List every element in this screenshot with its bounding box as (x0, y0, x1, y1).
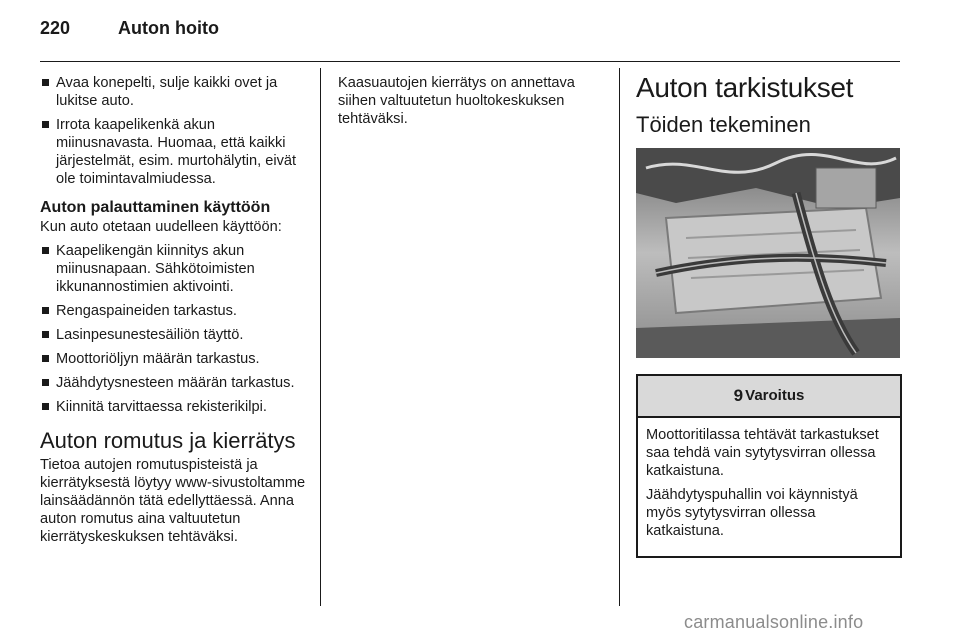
warning-icon: 9 (733, 386, 744, 405)
restore-heading: Auton palauttaminen käyttöön (40, 199, 271, 216)
warning-body (638, 418, 900, 556)
section-heading: Auton tarkistukset (636, 72, 854, 103)
column-divider-2 (619, 68, 620, 606)
engine-bay-illustration (636, 148, 900, 358)
list-item: Jäähdytysnesteen määrän tarkastus. (40, 374, 308, 392)
warning-paragraph: Moottoritilassa tehtävät tarkastukset saa tehdä vain sytytysvirran ollessa katkaistuna. (646, 427, 879, 479)
scrapping-heading: Auton romutus ja kierrätys (40, 428, 296, 453)
storage-steps-list (40, 74, 308, 188)
warning-box (636, 374, 902, 558)
warning-title: Varoitus (745, 387, 805, 404)
warning-paragraph: Jäähdytyspuhallin voi käynnistyä myös sytytysvirran ollessa katkaistuna. (646, 487, 858, 539)
header-rule (40, 61, 900, 62)
page-header (40, 18, 219, 39)
engine-bay-photo (636, 148, 900, 358)
list-item: Irrota kaapelikenkä akun miinusnavasta. Huomaa, että kaikki järjestelmät, esim. murtohälytin, eivät ole toimintavalmiudessa. (40, 116, 308, 188)
restore-intro: Kun auto otetaan uudelleen käyttöön: (40, 219, 282, 235)
column-3 (636, 74, 902, 558)
gas-vehicle-recycling-text: Kaasuautojen kierrätys on annettava siihen valtuutetun huoltokeskuksen tehtäväksi. (338, 75, 575, 127)
scrapping-text: Tietoa autojen romutuspisteistä ja kierrätyksestä löytyy www-sivustoltamme lainsäädännön tätä edellyttäessä. Anna auton romutus aina valtuutetun kierrätyskeskuksen tehtäväksi. (40, 457, 306, 545)
column-2 (338, 74, 608, 132)
list-item: Avaa konepelti, sulje kaikki ovet ja lukitse auto. (40, 74, 308, 110)
list-item: Kiinnitä tarvittaessa rekisterikilpi. (40, 398, 308, 416)
watermark: carmanualsonline.info (684, 612, 864, 632)
page-number: 220 (40, 18, 71, 38)
column-1 (40, 74, 308, 550)
list-item: Lasinpesunestesäiliön täyttö. (40, 326, 308, 344)
list-item: Moottoriöljyn määrän tarkastus. (40, 350, 308, 368)
section-title: Auton hoito (118, 18, 219, 38)
warning-header (638, 376, 900, 418)
restore-steps-list (40, 242, 308, 416)
column-divider-1 (320, 68, 321, 606)
list-item: Rengaspaineiden tarkastus. (40, 302, 308, 320)
list-item: Kaapelikengän kiinnitys akun miinusnapaan. Sähkötoimisten ikkunannostimien aktivointi. (40, 242, 308, 296)
subsection-heading: Töiden tekeminen (636, 112, 811, 137)
